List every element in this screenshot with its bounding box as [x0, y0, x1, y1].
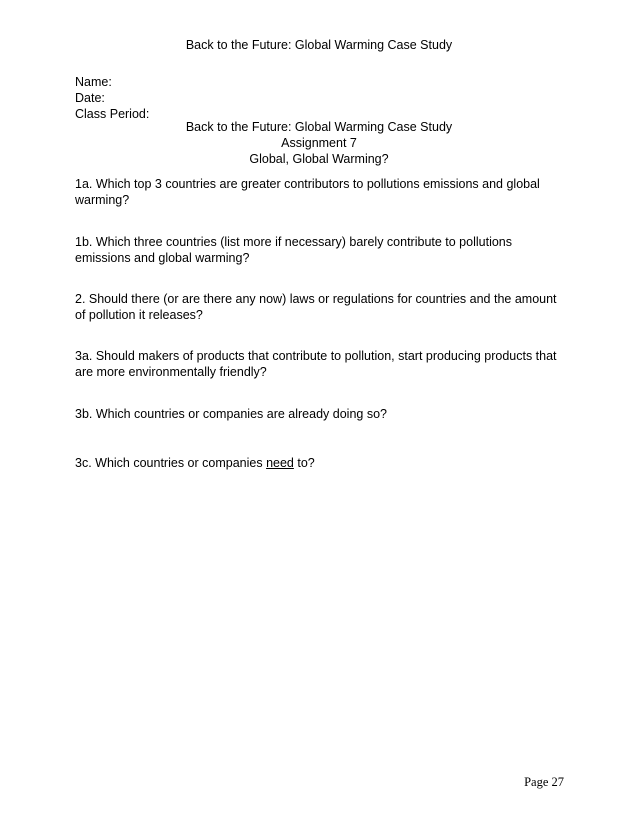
question-3c — [75, 455, 565, 471]
question-3a: 3a. Should makers of products that contribute to pollution, start producing products that are more environmentally friendly? — [75, 349, 557, 379]
assignment-title: Back to the Future: Global Warming Case Study — [185, 120, 453, 134]
assignment-number: Assignment 7 — [281, 136, 357, 150]
question-1b: 1b. Which three countries (list more if necessary) barely contribute to pollutions emissions and global warming? — [75, 235, 512, 265]
assignment-subtitle: Global, Global Warming? — [249, 152, 389, 166]
student-info-fields — [75, 74, 149, 122]
question-3c-emphasis: need — [266, 456, 294, 470]
page-header-title: Back to the Future: Global Warming Case Study — [185, 38, 453, 52]
page-number: Page 27 — [524, 775, 564, 789]
class-period-label: Class Period: — [75, 107, 150, 121]
assignment-heading — [0, 119, 638, 167]
question-2: 2. Should there (or are there any now) laws or regulations for countries and the amount of pollution it releases? — [75, 292, 557, 322]
question-1a: 1a. Which top 3 countries are greater contributors to pollutions emissions and global warming? — [75, 177, 540, 207]
date-label: Date: — [75, 91, 105, 105]
name-label: Name: — [75, 75, 112, 89]
question-3c-text-start: 3c. Which countries or companies — [75, 456, 267, 470]
question-3c-text-end: to? — [293, 456, 315, 470]
question-3b: 3b. Which countries or companies are already doing so? — [75, 407, 387, 421]
